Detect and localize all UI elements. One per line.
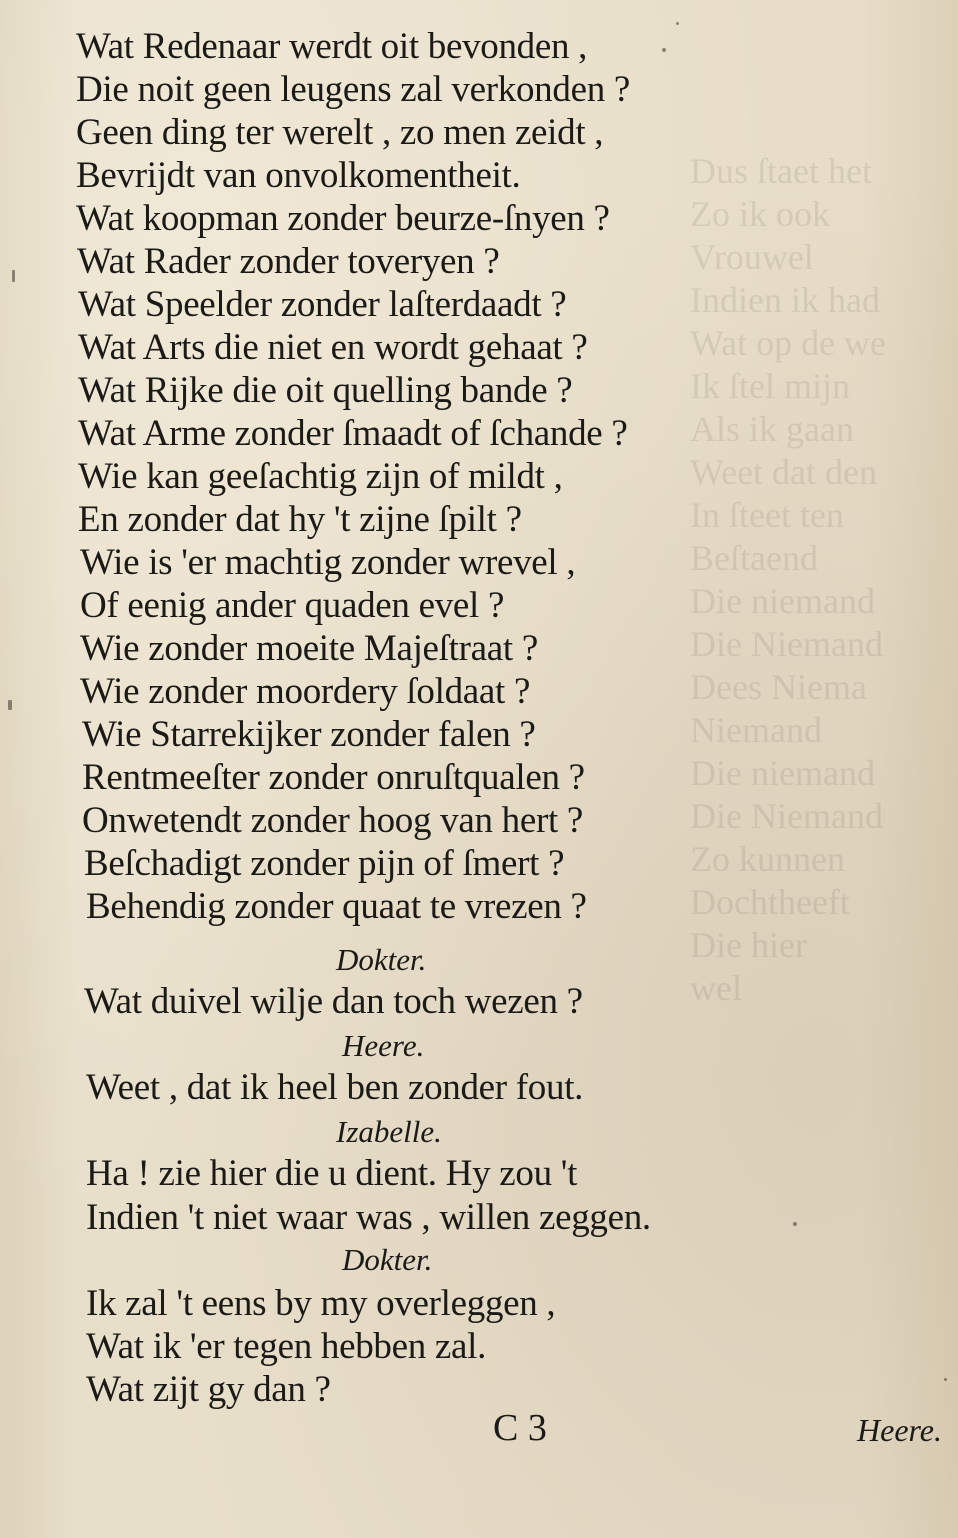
verse-line: Wat Arme zonder ſmaadt of ſchande ? <box>78 413 628 454</box>
bleed-through-line: Dus ſtaet het <box>690 151 872 191</box>
verse-line: Wie zonder moordery ſoldaat ? <box>80 671 531 712</box>
bleed-through-line: Die Niemand <box>690 796 883 836</box>
ink-speck <box>662 48 666 52</box>
bleed-through-line: wel <box>690 968 742 1008</box>
verse-line: Behendig zonder quaat te vrezen ? <box>86 886 587 927</box>
bleed-through-line: Zo ik ook <box>690 194 830 234</box>
ink-speck <box>8 700 12 710</box>
verse-line: Die noit geen leugens zal verkonden ? <box>76 69 630 110</box>
verse-line: Of eenig ander quaden evel ? <box>80 585 505 626</box>
ink-speck <box>12 270 15 282</box>
verse-line: Wat zijt gy dan ? <box>86 1369 331 1410</box>
verse-line: Wat Rijke die oit quelling bande ? <box>78 370 573 411</box>
catchword: Heere. <box>857 1412 942 1448</box>
ink-speck <box>793 1222 797 1226</box>
speaker-label-dokter: Dokter. <box>342 1242 433 1277</box>
speaker-label-heere: Heere. <box>342 1028 425 1063</box>
bleed-through-line: Ik ſtel mijn <box>690 366 850 406</box>
verse-line: Wat koopman zonder beurze-ſnyen ? <box>76 198 610 239</box>
verse-line: Geen ding ter werelt , zo men zeidt , <box>76 112 604 153</box>
verse-line: Wat ik 'er tegen hebben zal. <box>86 1326 487 1367</box>
bleed-through-line: Niemand <box>690 710 822 750</box>
ink-speck <box>944 1378 947 1381</box>
verse-line: Wie kan geeſachtig zijn of mildt , <box>78 456 563 497</box>
verse-line: Indien 't niet waar was , willen zeggen. <box>86 1197 651 1238</box>
verse-line: Wat Speelder zonder laſterdaadt ? <box>78 284 567 325</box>
verse-line: Wie zonder moeite Majeſtraat ? <box>80 628 538 669</box>
bleed-through-line: Vrouwel <box>690 237 814 277</box>
bleed-through-line: Indien ik had <box>690 280 880 320</box>
bleed-through-line: Die Niemand <box>690 624 883 664</box>
bleed-through-line: Weet dat den <box>690 452 878 492</box>
verse-line: Weet , dat ik heel ben zonder fout. <box>86 1067 584 1108</box>
verse-line: Ha ! zie hier die u dient. Hy zou 't <box>86 1153 578 1194</box>
verse-line: Wie is 'er machtig zonder wrevel , <box>80 542 576 583</box>
bleed-through-line: Die niemand <box>690 581 875 621</box>
bleed-through-line: Dees Niema <box>690 667 867 707</box>
bleed-through-text <box>690 150 950 1250</box>
verse-line: Bevrijdt van onvolkomentheit. <box>76 155 521 196</box>
verse-line: Wat Arts die niet en wordt gehaat ? <box>78 327 588 368</box>
bleed-through-line: Die niemand <box>690 753 875 793</box>
bleed-through-line: In ſteet ten <box>690 495 844 535</box>
verse-line: Wie Starrekijker zonder falen ? <box>82 714 536 755</box>
bleed-through-line: Dochtheeft <box>690 882 850 922</box>
verse-line: Wat duivel wilje dan toch wezen ? <box>84 981 583 1022</box>
verse-line: Onwetendt zonder hoog van hert ? <box>82 800 584 841</box>
bleed-through-line: Als ik gaan <box>690 409 854 449</box>
signature-mark: C 3 <box>493 1407 547 1449</box>
verse-line: Rentmeeſter zonder onruſtqualen ? <box>82 757 585 798</box>
bleed-through-line: Beſtaend <box>690 538 818 578</box>
verse-line: Ik zal 't eens by my overleggen , <box>86 1283 556 1324</box>
verse-line: Wat Rader zonder toveryen ? <box>77 241 500 282</box>
bleed-through-line: Die hier <box>690 925 807 965</box>
speaker-label-dokter: Dokter. <box>336 942 427 977</box>
verse-line: Wat Redenaar werdt oit bevonden , <box>76 26 588 67</box>
ink-speck <box>676 22 679 25</box>
bleed-through-line: Zo kunnen <box>690 839 845 879</box>
verse-line: En zonder dat hy 't zijne ſpilt ? <box>78 499 522 540</box>
speaker-label-izabelle: Izabelle. <box>336 1114 442 1149</box>
bleed-through-line: Wat op de we <box>690 323 887 363</box>
verse-line: Beſchadigt zonder pijn of ſmert ? <box>84 843 565 884</box>
